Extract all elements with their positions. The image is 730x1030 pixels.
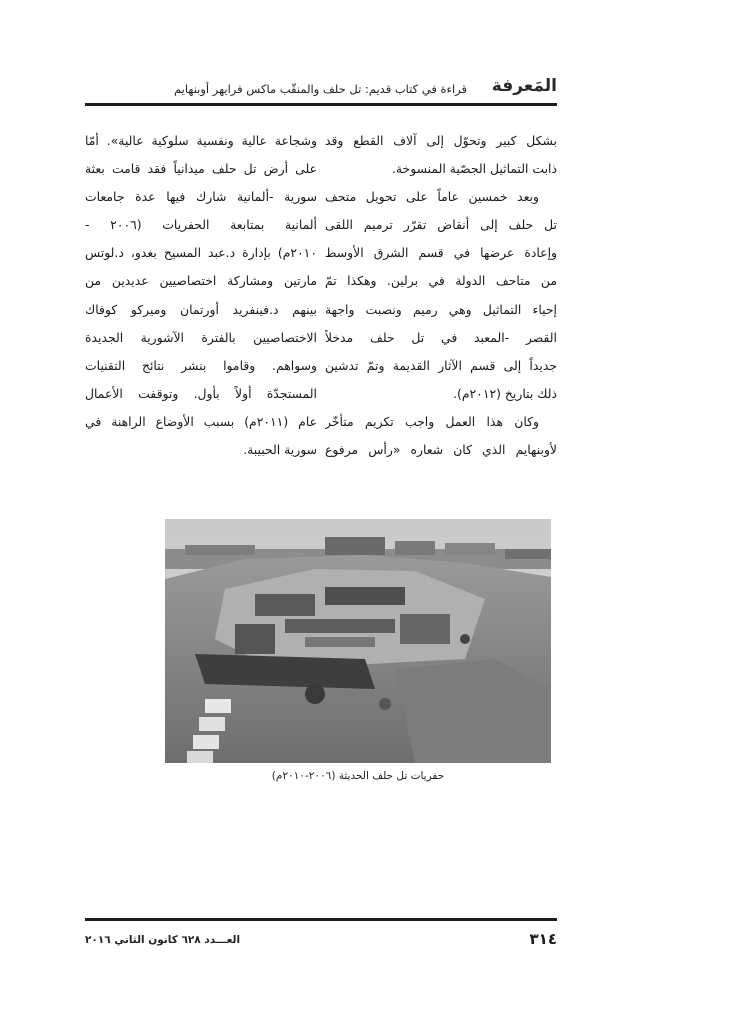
- text-line: وبعد خمسين عاماً على تحويل متحف: [325, 189, 539, 205]
- text-line: ذابت التماثيل الجصّية المنسوخة.: [391, 161, 557, 177]
- text-line: ٢٠١٠م) بإدارة د.عبد المسيح بغدو، د.لوتس: [85, 245, 317, 261]
- running-head: قراءة في كتاب قديم: تل حلف والمنقّب ماكس فرايهر أوبنهايم: [174, 82, 467, 96]
- text-column-right: [325, 127, 557, 464]
- issue-info: العـــدد ٦٢٨ كانون الثاني ٢٠١٦: [85, 934, 241, 946]
- text-line: ألمانية بمتابعة الحفريات (٢٠٠٦ -: [85, 217, 317, 233]
- text-line: الاختصاصيين بالفترة الآشورية الجديدة: [85, 329, 317, 345]
- header-rule: [85, 103, 557, 106]
- text-line: مارتين ومشاركة اختصاصيين عديدين من: [85, 273, 317, 289]
- text-line: سورية الحبيبة.: [243, 442, 317, 458]
- text-line: المستجدّة أولاً بأول. وتوقفت الأعمال: [85, 385, 317, 401]
- text-line: على أرض تل حلف ميدانياً فقد قامت بعثة: [85, 161, 317, 177]
- text-line: تل حلف إلى أنقاض تقرّر ترميم اللقى: [325, 217, 557, 233]
- text-line: القصر -المعبد في تل حلف مدخلاً: [325, 329, 557, 345]
- text-line: بشكل كبير وتحوّل إلى آلاف القطع وقد: [325, 133, 557, 148]
- text-line: وإعادة عرضها في قسم الشرق الأوسط: [325, 245, 557, 261]
- figure-caption: حفريات تل حلف الحديثة (٢٠٠٦-٢٠١٠م): [271, 770, 445, 782]
- footer-rule: [85, 918, 557, 921]
- text-line: وكان هذا العمل واجب تكريم متأخّر: [325, 413, 539, 429]
- text-line: وشجاعة عالية ونفسية سلوكية عالية». أمّا: [85, 133, 317, 148]
- text-line: وسواهم. وقاموا بنشر نتائج التقنيات: [85, 357, 317, 373]
- text-line: لأوبنهايم الذي كان شعاره «رأس مرفوع: [325, 442, 557, 458]
- page-number: ٣١٤: [529, 930, 557, 948]
- text-line: من متاحف الدولة في برلين. وهكذا تمّ: [325, 273, 557, 289]
- text-line: جديداً إلى قسم الآثار القديمة وتمّ تدشين: [325, 357, 557, 373]
- text-line: بينهم د.فينفريد أورتمان وميركو كوفاك: [85, 301, 317, 317]
- text-line: عام (٢٠١١م) بسبب الأوضاع الراهنة في: [85, 413, 317, 429]
- text-column-left: [85, 127, 317, 464]
- excavation-photo: [165, 519, 551, 763]
- text-line: سورية -ألمانية شارك فيها عدة جامعات: [85, 189, 317, 205]
- text-line: إحياء التماثيل وهي رميم ونصبت واجهة: [325, 301, 557, 317]
- magazine-logo: المَعرفة: [491, 76, 557, 96]
- page-header: [85, 74, 557, 104]
- text-line: ذلك بتاريخ (٢٠١٢م).: [453, 385, 557, 401]
